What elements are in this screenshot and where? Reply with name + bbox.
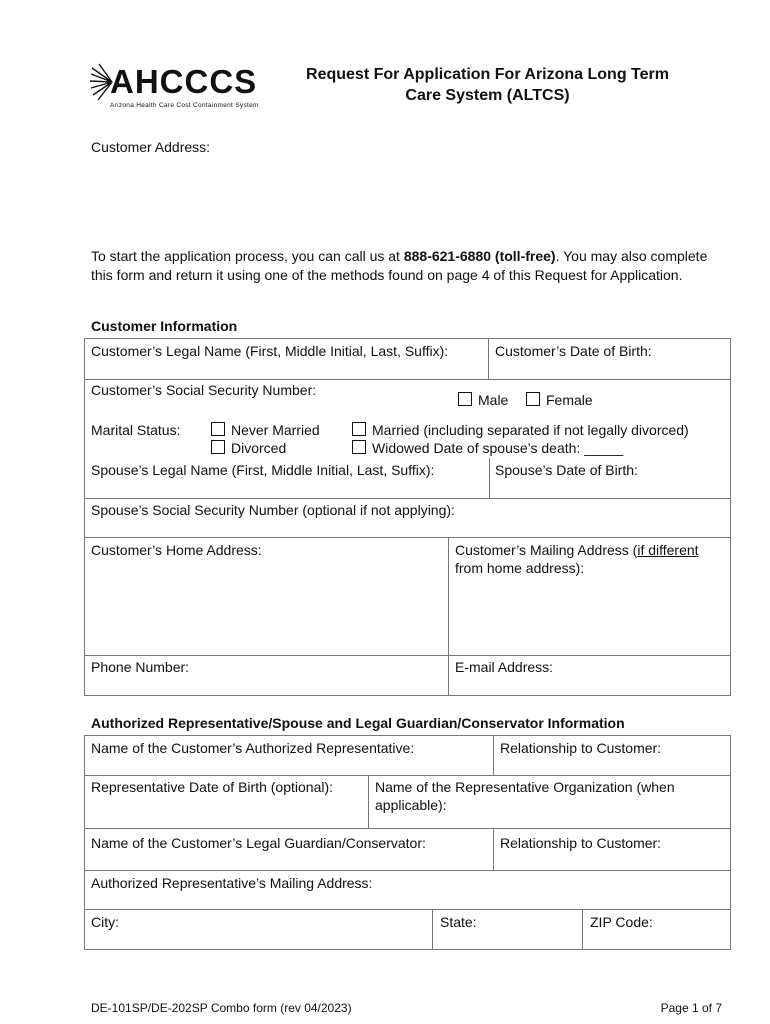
customer-info-heading: Customer Information: [91, 318, 238, 334]
male-label: Male: [478, 392, 509, 408]
rep-dob-label: Representative Date of Birth (optional):: [91, 779, 334, 795]
male-checkbox[interactable]: [458, 392, 472, 406]
mailing-address-label: Customer’s Mailing Address (if different from home address):: [455, 542, 699, 576]
spouse-dob-label: Spouse’s Date of Birth:: [495, 462, 638, 478]
widowed-checkbox[interactable]: [352, 440, 366, 454]
state-label: State:: [440, 914, 477, 930]
city-label: City:: [91, 914, 119, 930]
guardian-relationship-label: Relationship to Customer:: [500, 835, 662, 851]
rep-info-heading: Authorized Representative/Spouse and Legal Guardian/Conservator Information: [91, 715, 625, 731]
page-title: Request For Application For Arizona Long Term Care System (ALTCS): [306, 66, 669, 104]
never-married-label: Never Married: [231, 422, 320, 438]
spouse-ssn-label: Spouse’s Social Security Number (optional if not applying):: [91, 502, 455, 518]
rep-mailing-address-label: Authorized Representative’s Mailing Address:: [91, 875, 373, 891]
married-label: Married (including separated if not legally divorced): [372, 422, 689, 438]
email-address-label: E-mail Address:: [455, 659, 554, 675]
logo-subtitle: Arizona Health Care Cost Containment System: [110, 102, 259, 109]
page-number: Page 1 of 7: [660, 1001, 722, 1015]
rep-organization-label: Name of the Representative Organization (when applicable):: [375, 779, 675, 813]
customer-address-label: Customer Address:: [91, 139, 211, 155]
rep-name-label: Name of the Customer’s Authorized Representative:: [91, 740, 415, 756]
zip-code-label: ZIP Code:: [590, 914, 653, 930]
married-checkbox[interactable]: [352, 422, 366, 436]
phone-number-label: Phone Number:: [91, 659, 190, 675]
divorced-checkbox[interactable]: [211, 440, 225, 454]
female-label: Female: [546, 392, 593, 408]
guardian-name-label: Name of the Customer’s Legal Guardian/Conservator:: [91, 835, 426, 851]
divorced-label: Divorced: [231, 440, 287, 456]
marital-status-label: Marital Status:: [91, 422, 181, 438]
spouse-legal-name-label: Spouse’s Legal Name (First, Middle Initial, Last, Suffix):: [91, 462, 435, 478]
ahcccs-logo: [90, 62, 260, 114]
customer-legal-name-label: Customer’s Legal Name (First, Middle Initial, Last, Suffix):: [91, 343, 449, 359]
widowed-label: Widowed Date of spouse’s death: _____: [372, 440, 624, 456]
rep-relationship-label: Relationship to Customer:: [500, 740, 662, 756]
home-address-label: Customer’s Home Address:: [91, 542, 262, 558]
intro-paragraph: To start the application process, you can call us at 888-621-6880 (toll-free). You may also complete this form and return it using one of the methods found on page 4 of this Request for Application.: [91, 248, 708, 283]
customer-dob-label: Customer’s Date of Birth:: [495, 343, 652, 359]
female-checkbox[interactable]: [526, 392, 540, 406]
never-married-checkbox[interactable]: [211, 422, 225, 436]
form-id: DE-101SP/DE-202SP Combo form (rev 04/2023): [91, 1001, 352, 1015]
logo-text: AHCCCS: [110, 63, 258, 100]
customer-ssn-label: Customer’s Social Security Number:: [91, 382, 317, 398]
